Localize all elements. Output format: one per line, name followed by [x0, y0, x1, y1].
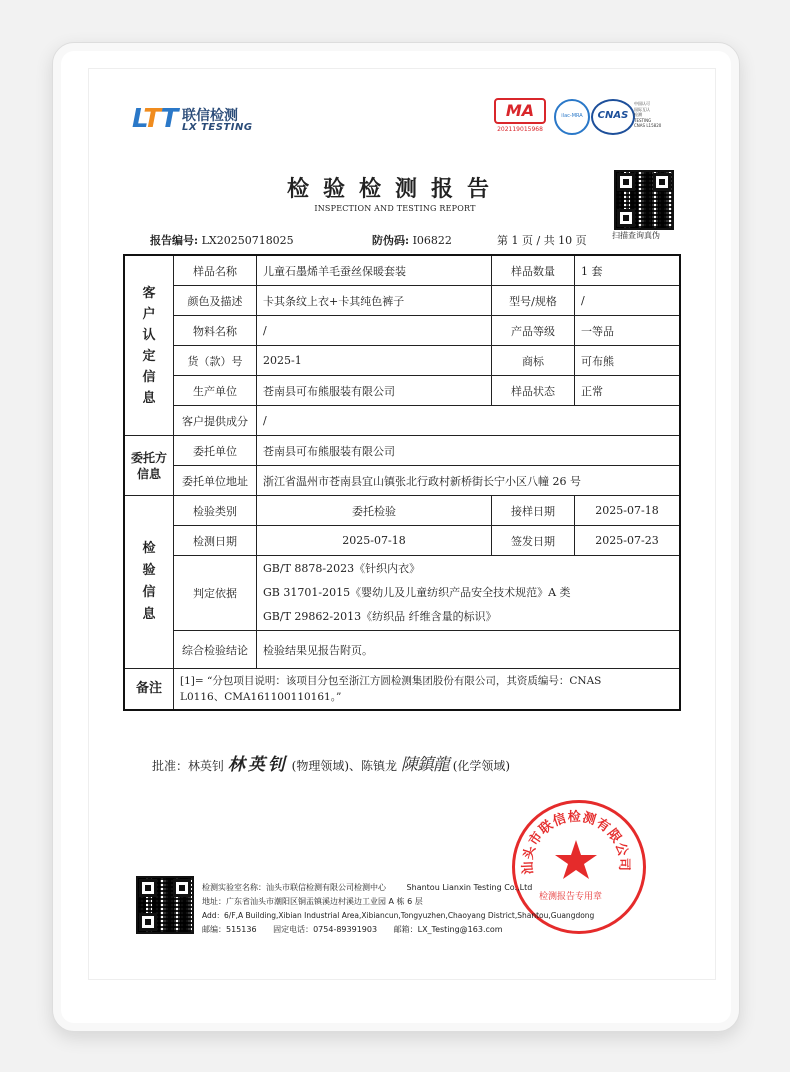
cnas-badge — [591, 99, 635, 135]
manufacturer-label: 生产单位 — [174, 376, 257, 406]
entrust-heading-line1: 委托方 — [130, 450, 167, 465]
footer-lab-name-cn: 检测实验室名称：汕头市联信检测有限公司检测中心 — [202, 883, 386, 892]
table-row — [124, 346, 680, 376]
entrust-address-value: 浙江省温州市苍南县宜山镇张北行政村新桥街长宁小区八幢 26 号 — [257, 466, 681, 496]
approval-line — [152, 750, 510, 775]
trademark-value: 可布熊 — [575, 346, 681, 376]
report-number-label: 报告编号: — [150, 234, 199, 247]
approval-prefix: 批准：林英钊 — [152, 759, 225, 773]
entrust-unit-value: 苍南县可布熊服装有限公司 — [257, 436, 681, 466]
table-row — [124, 466, 680, 496]
issue-date-value: 2025-07-23 — [575, 526, 681, 556]
client-section-heading — [124, 255, 174, 436]
sample-name-label: 样品名称 — [174, 255, 257, 286]
footer-phone: 固定电话：0754-89391903 — [273, 925, 378, 934]
footer-address-en: Add：6/F,A Building,Xibian Industrial Area,Xibiancun,Tongyuzhen,Chaoyang District,Shantou,Guangdong — [202, 911, 595, 920]
cma-mark-text: MA — [505, 101, 535, 120]
sample-quantity-value: 1 套 — [575, 255, 681, 286]
test-date-label: 检测日期 — [174, 526, 257, 556]
inspection-type-value: 委托检验 — [257, 496, 492, 526]
receive-date-label: 接样日期 — [492, 496, 575, 526]
color-description-value: 卡其条纹上衣+卡其纯色裤子 — [257, 286, 492, 316]
entrust-section-heading — [124, 436, 174, 496]
client-composition-value: / — [257, 406, 681, 436]
signature-chemical: 陳鎮龍 — [400, 755, 449, 775]
trademark-label: 商标 — [492, 346, 575, 376]
sample-quantity-label: 样品数量 — [492, 255, 575, 286]
report-number-field — [150, 232, 294, 248]
entrust-address-label: 委托单位地址 — [174, 466, 257, 496]
table-row — [124, 286, 680, 316]
seal-star-icon — [555, 840, 597, 879]
anti-fake-value: I06822 — [412, 234, 452, 247]
company-name-en: LX TESTING — [182, 122, 253, 133]
report-subtitle: INSPECTION AND TESTING REPORT — [314, 204, 476, 213]
inspection-section-heading-text: 检验信息 — [142, 541, 156, 622]
basis-standard: GB/T 8878-2023《针织内衣》 — [263, 562, 421, 575]
footer-address-cn: 地址：广东省汕头市潮阳区铜盂镇溪边村溪边工业园 A 栋 6 层 — [202, 897, 423, 906]
article-number-label: 货（款）号 — [174, 346, 257, 376]
manufacturer-value: 苍南县可布熊服装有限公司 — [257, 376, 492, 406]
cnas-side-text: 中国认可 国际互认 检测 TESTING CNAS L15820 — [634, 101, 662, 128]
table-row — [124, 669, 680, 711]
inspection-type-label: 检验类别 — [174, 496, 257, 526]
cma-number: 202119015968 — [497, 126, 543, 133]
footer-email: 邮箱：LX_Testing@163.com — [393, 925, 503, 934]
remarks-text — [174, 669, 681, 711]
company-name-cn: 联信检测 — [182, 108, 238, 124]
basis-standard: GB/T 29862-2013《纺织品 纤维含量的标识》 — [263, 610, 497, 623]
sample-status-label: 样品状态 — [492, 376, 575, 406]
anti-fake-field — [372, 232, 452, 248]
test-date-value: 2025-07-18 — [257, 526, 492, 556]
product-grade-label: 产品等级 — [492, 316, 575, 346]
footer-contact — [202, 924, 503, 935]
approval-middle: (物理领域)、陈镇龙 — [291, 759, 398, 773]
signature-physical: 林英钊 — [227, 755, 288, 775]
seal-ring-text: 汕头市联信检测有限公司 — [520, 809, 632, 875]
qr-caption: 扫描查询真伪 — [612, 231, 660, 240]
table-row — [124, 496, 680, 526]
cnas-text: CNAS — [597, 110, 629, 121]
model-spec-label: 型号/规格 — [492, 286, 575, 316]
remarks-label: 备注 — [124, 669, 174, 711]
report-title: 检验检测报告 — [286, 176, 503, 202]
table-row — [124, 376, 680, 406]
basis-standard: GB 31701-2015《婴幼儿及儿童纺织产品安全技术规范》A 类 — [263, 586, 571, 599]
model-spec-value: / — [575, 286, 681, 316]
product-grade-value: 一等品 — [575, 316, 681, 346]
material-name-label: 物料名称 — [174, 316, 257, 346]
entrust-heading-line2: 信息 — [136, 466, 161, 481]
client-composition-label: 客户提供成分 — [174, 406, 257, 436]
remarks-line: L0116、CMA161100110161。” — [180, 691, 342, 703]
approval-suffix: (化学领域) — [452, 759, 511, 773]
material-name-value: / — [257, 316, 492, 346]
sample-status-value: 正常 — [575, 376, 681, 406]
seal-graphic — [512, 800, 640, 928]
footer-lab-name-en: Shantou Lianxin Testing Co.,Ltd — [406, 883, 533, 892]
table-row — [124, 526, 680, 556]
table-row — [124, 316, 680, 346]
client-section-heading-text: 客户认定信息 — [142, 285, 156, 406]
table-row — [124, 255, 680, 286]
verification-qr-code — [614, 170, 674, 230]
table-row — [124, 556, 680, 631]
table-row — [124, 406, 680, 436]
report-number-value: LX20250718025 — [201, 234, 294, 247]
table-row — [124, 436, 680, 466]
color-description-label: 颜色及描述 — [174, 286, 257, 316]
ilac-badge — [554, 99, 590, 135]
company-logo-mark: LTT — [132, 104, 178, 134]
entrust-unit-label: 委托单位 — [174, 436, 257, 466]
report-info-table — [123, 254, 681, 711]
seal-bottom-text: 检测报告专用章 — [539, 892, 603, 902]
page-info: 第 1 页 / 共 10 页 — [497, 234, 587, 247]
article-number-value: 2025-1 — [257, 346, 492, 376]
judgement-basis-list — [257, 556, 681, 631]
remarks-line: [1]= “分包项目说明：该项目分包至浙江方圆检测集团股份有限公司，其资质编号：CNAS — [180, 675, 602, 687]
footer-postcode: 邮编：515136 — [202, 925, 257, 934]
conclusion-value: 检验结果见报告附页。 — [257, 631, 681, 669]
anti-fake-label: 防伪码: — [372, 234, 410, 247]
footer-qr-code — [136, 876, 194, 934]
footer-lab-name — [202, 882, 532, 893]
table-row — [124, 631, 680, 669]
conclusion-label: 综合检验结论 — [174, 631, 257, 669]
cma-badge — [494, 98, 546, 133]
ilac-text: ilac-MRA — [561, 113, 583, 119]
sample-name-value: 儿童石墨烯羊毛蚕丝保暖套装 — [257, 255, 492, 286]
receive-date-value: 2025-07-18 — [575, 496, 681, 526]
inspection-section-heading — [124, 496, 174, 669]
issue-date-label: 签发日期 — [492, 526, 575, 556]
judgement-basis-label: 判定依据 — [174, 556, 257, 631]
